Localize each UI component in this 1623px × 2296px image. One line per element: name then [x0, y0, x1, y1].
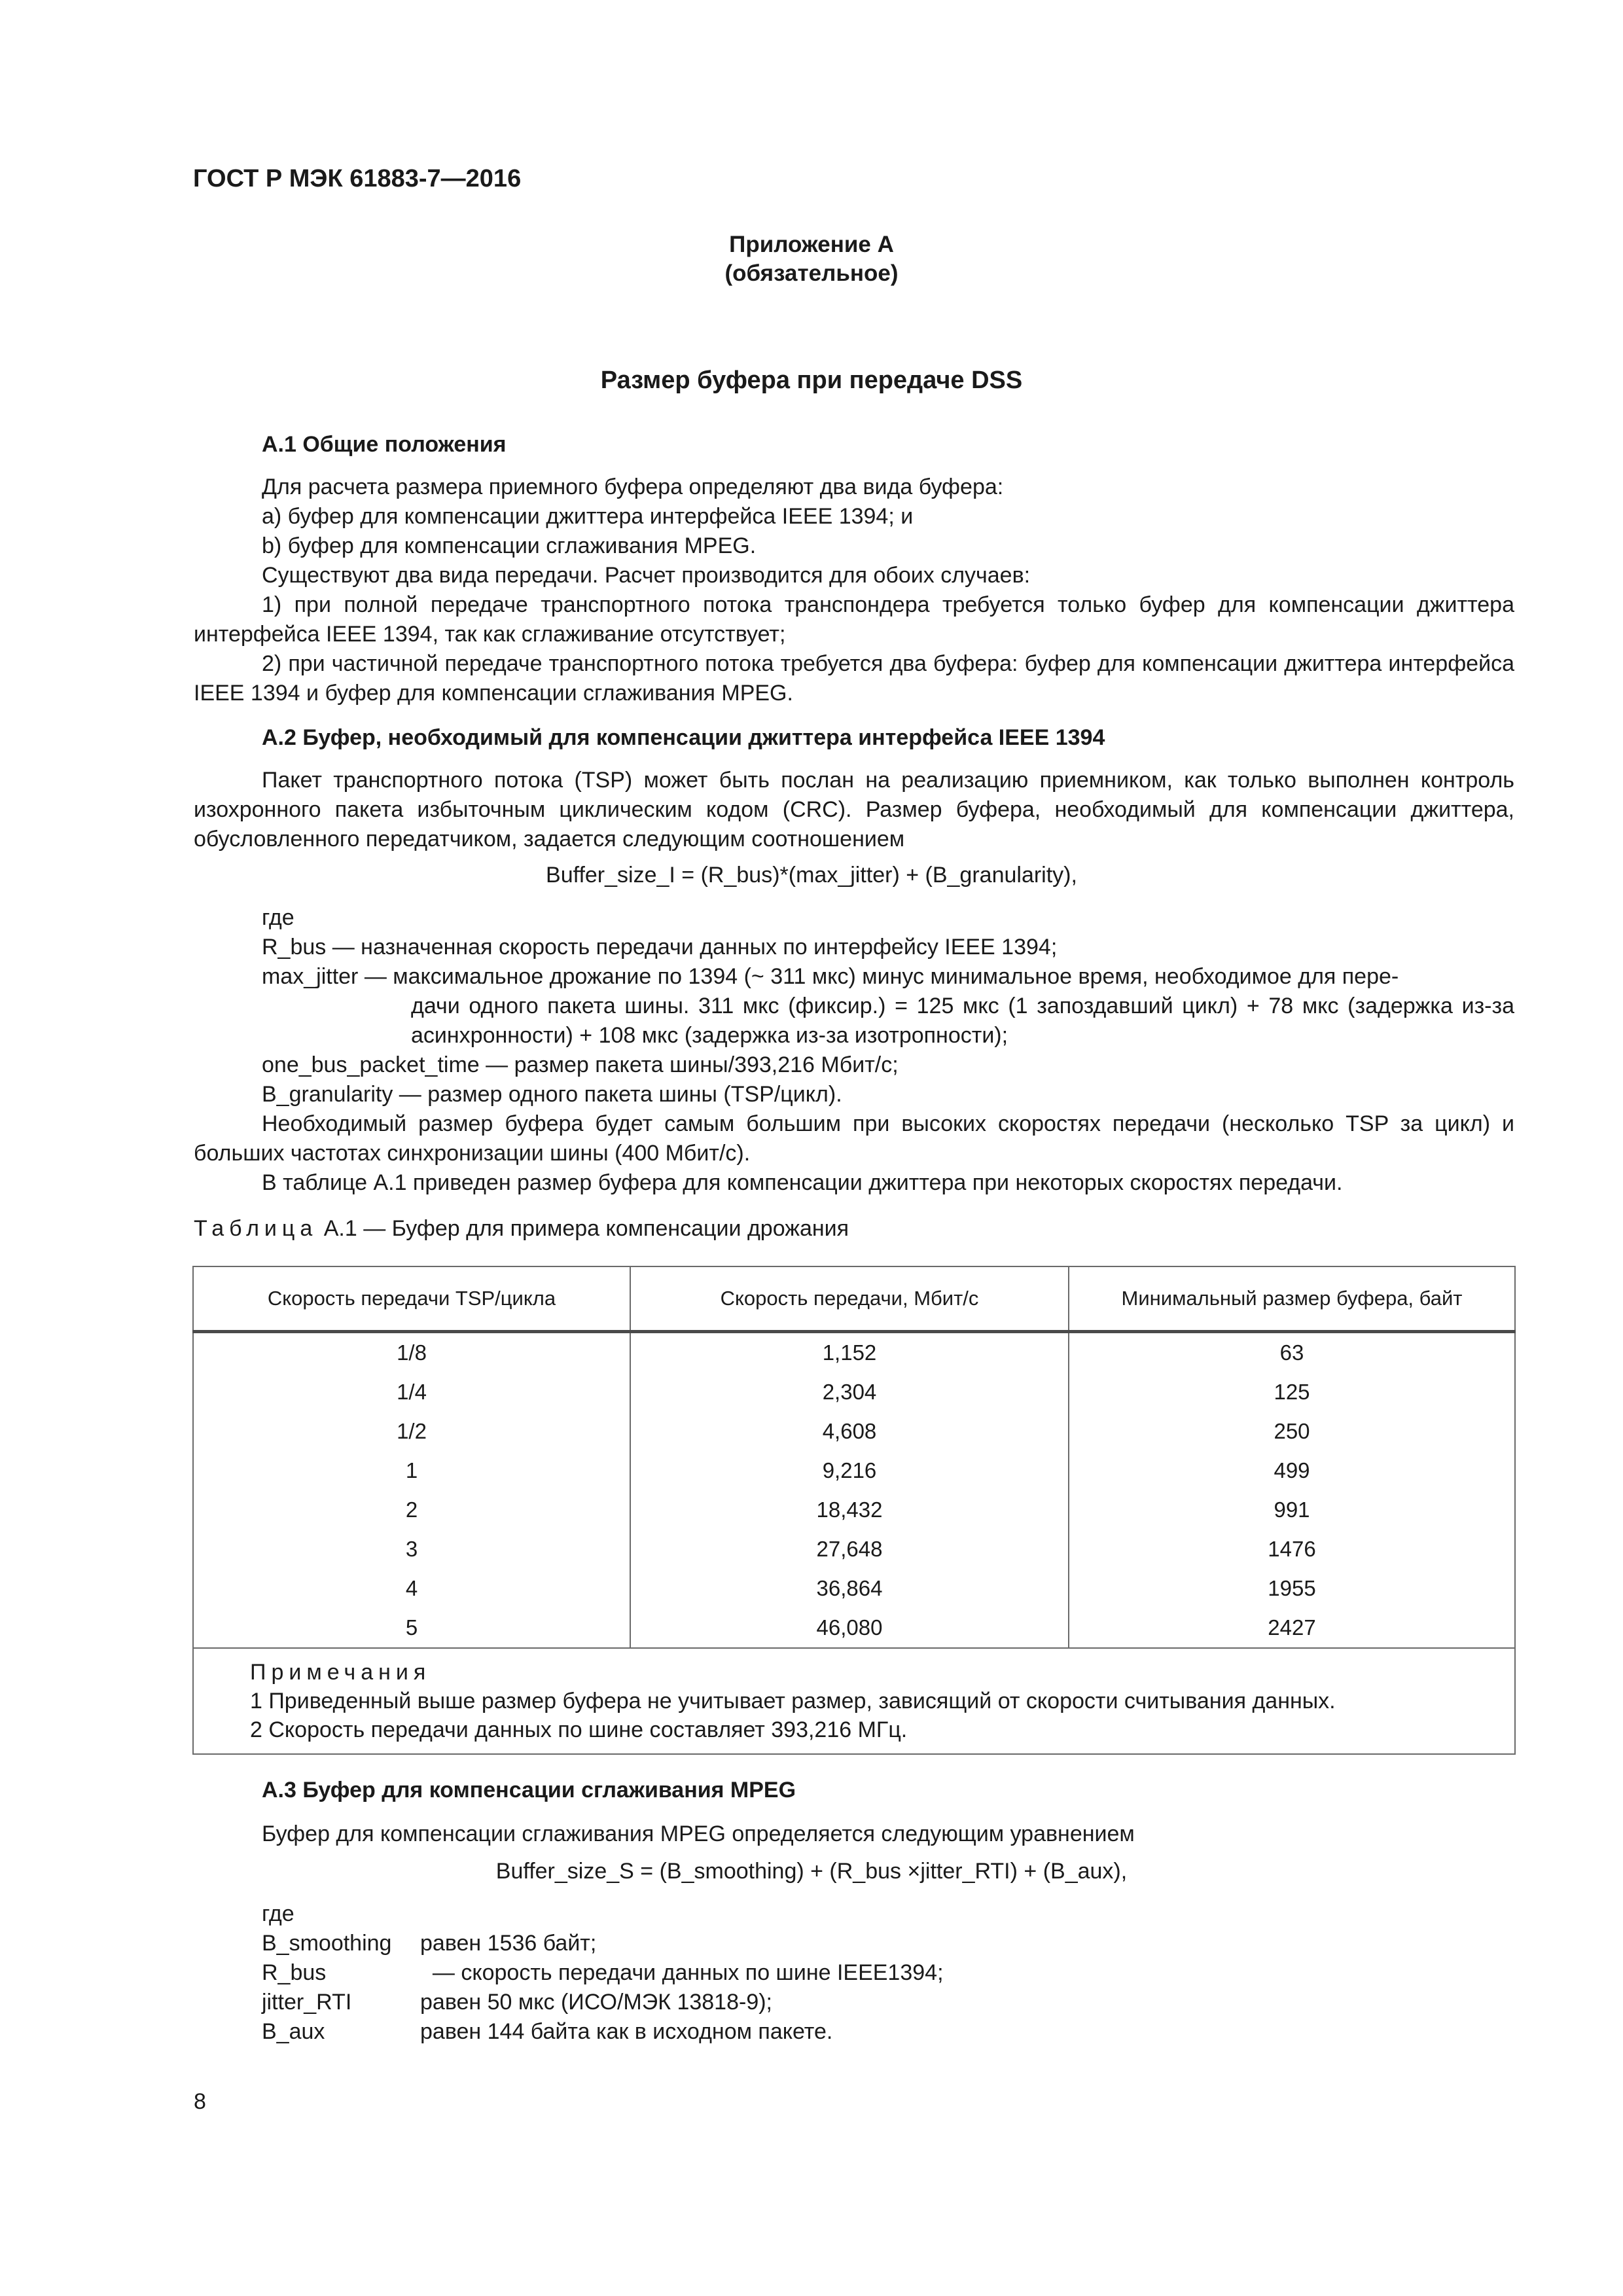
table-cell: 4,608: [630, 1412, 1069, 1451]
table-cell: 1/2: [193, 1412, 630, 1451]
list-item: a) буфер для компенсации джиттера интерфейса IEEE 1394; и: [262, 504, 914, 529]
table-cell: 63: [1069, 1332, 1515, 1373]
annex-status: (обязательное): [724, 260, 899, 286]
variable-row: jitter_RTI равен 50 мкс (ИСО/МЭК 13818-9);: [262, 1990, 772, 2015]
section-a1-heading: А.1 Общие положения: [262, 432, 507, 457]
paragraph: Необходимый размер буфера будет самым большим при высоких скоростях передачи (несколько TSP за цикл) и больших частотах синхронизации шины (400 Мбит/с).: [194, 1111, 1514, 1166]
table-cell: 125: [1069, 1372, 1515, 1412]
table-row: [193, 1569, 1515, 1608]
column-header: Скорость передачи TSP/цикла: [193, 1266, 630, 1332]
definition: R_bus — назначенная скорость передачи данных по интерфейсу IEEE 1394;: [262, 935, 1058, 960]
table-cell: 9,216: [630, 1451, 1069, 1490]
variable-row: B_aux равен 144 байта как в исходном пакете.: [262, 2019, 833, 2044]
paragraph: Пакет транспортного потока (TSP) может быть послан на реализацию приемником, как только выполнен контроль изохронного пакета избыточным циклическим кодом (CRC). Размер буфера, необходимый для компенсации джиттера, обусловленного передатчиком, задается следующим соотношением: [194, 768, 1514, 852]
column-header: Скорость передачи, Мбит/с: [630, 1266, 1069, 1332]
table-cell: 499: [1069, 1451, 1515, 1490]
table-row: [193, 1412, 1515, 1451]
document-title: Размер буфера при передаче DSS: [600, 367, 1023, 394]
annex-label: Приложение А: [729, 232, 894, 257]
table-row: [193, 1372, 1515, 1412]
page-number: 8: [194, 2089, 206, 2114]
variable-row: R_bus — скорость передачи данных по шине IEEE1394;: [262, 1960, 944, 1985]
column-header: Минимальный размер буфера, байт: [1069, 1266, 1515, 1332]
table-cell: 3: [193, 1530, 630, 1569]
table-cell: 2,304: [630, 1372, 1069, 1412]
table-row: [193, 1530, 1515, 1569]
table-header-row: [193, 1266, 1515, 1332]
table-row: [193, 1490, 1515, 1530]
where-label: где: [262, 1901, 294, 1926]
table-cell: 5: [193, 1608, 630, 1648]
definition: one_bus_packet_time — размер пакета шины/393,216 Мбит/с;: [262, 1052, 899, 1077]
table-cell: 1/8: [193, 1332, 630, 1373]
variable-row: B_smoothing равен 1536 байт;: [262, 1931, 597, 1956]
paragraph: Для расчета размера приемного буфера определяют два вида буфера:: [262, 475, 1004, 499]
table-notes-row: [193, 1648, 1515, 1754]
table-cell: 27,648: [630, 1530, 1069, 1569]
section-a2-heading: А.2 Буфер, необходимый для компенсации джиттера интерфейса IEEE 1394: [262, 725, 1105, 750]
table-cell: 250: [1069, 1412, 1515, 1451]
table-cell: 1: [193, 1451, 630, 1490]
table-row: [193, 1608, 1515, 1648]
table-cell: 4: [193, 1569, 630, 1608]
table-cell: 1955: [1069, 1569, 1515, 1608]
variable-list: [262, 1929, 944, 2047]
formula: Buffer_size_S = (B_smoothing) + (R_bus ×jitter_RTI) + (B_aux),: [495, 1859, 1128, 1884]
definition: max_jitter — максимальное дрожание по 1394 (~ 311 мкс) минус минимальное время, необходимое для пере- дачи одного пакета шины. 311 мкс (фиксир.) = 125 мкс (1 запоздавший цикл) + 78 мкс (задержка из-за асинхронности) + 108 мкс (задержка из-за изотропности);: [262, 964, 1514, 1048]
notes-title: Примечания: [250, 1660, 431, 1685]
note: 2 Скорость передачи данных по шине составляет 393,216 МГц.: [250, 1717, 908, 1742]
table-caption: Таблица А.1 — Буфер для примера компенсации дрожания: [194, 1216, 849, 1241]
table-notes: [193, 1648, 1515, 1754]
table-cell: 36,864: [630, 1569, 1069, 1608]
paragraph: Буфер для компенсации сглаживания MPEG определяется следующим уравнением: [262, 1821, 1135, 1846]
list-item: b) буфер для компенсации сглаживания MPEG.: [262, 533, 757, 558]
table-cell: 2427: [1069, 1608, 1515, 1648]
formula: Buffer_size_I = (R_bus)*(max_jitter) + (B_granularity),: [546, 863, 1077, 888]
table-row: [193, 1332, 1515, 1373]
paragraph: Существуют два вида передачи. Расчет производится для обоих случаев:: [262, 563, 1031, 588]
table-cell: 1476: [1069, 1530, 1515, 1569]
buffer-table: [192, 1266, 1516, 1755]
list-item: 1) при полной передаче транспортного потока транспондера требуется только буфер для компенсации джиттера интерфейса IEEE 1394, так как сглаживание отсутствует;: [194, 592, 1514, 647]
note: 1 Приведенный выше размер буфера не учитывает размер, зависящий от скорости считывания данных.: [250, 1689, 1336, 1713]
table-cell: 18,432: [630, 1490, 1069, 1530]
definition: B_granularity — размер одного пакета шины (TSP/цикл).: [262, 1082, 842, 1107]
table-cell: 1,152: [630, 1332, 1069, 1373]
table-cell: 2: [193, 1490, 630, 1530]
table-cell: 991: [1069, 1490, 1515, 1530]
table-cell: 1/4: [193, 1372, 630, 1412]
where-label: где: [262, 905, 294, 930]
table-cell: 46,080: [630, 1608, 1069, 1648]
table-row: [193, 1451, 1515, 1490]
standard-header: ГОСТ Р МЭК 61883-7—2016: [193, 165, 522, 192]
list-item: 2) при частичной передаче транспортного потока требуется два буфера: буфер для компенсации джиттера интерфейса IEEE 1394 и буфер для компенсации сглаживания MPEG.: [194, 651, 1514, 706]
paragraph: В таблице А.1 приведен размер буфера для компенсации джиттера при некоторых скоростях передачи.: [262, 1170, 1343, 1195]
section-a3-heading: А.3 Буфер для компенсации сглаживания MPEG: [262, 1778, 796, 1803]
